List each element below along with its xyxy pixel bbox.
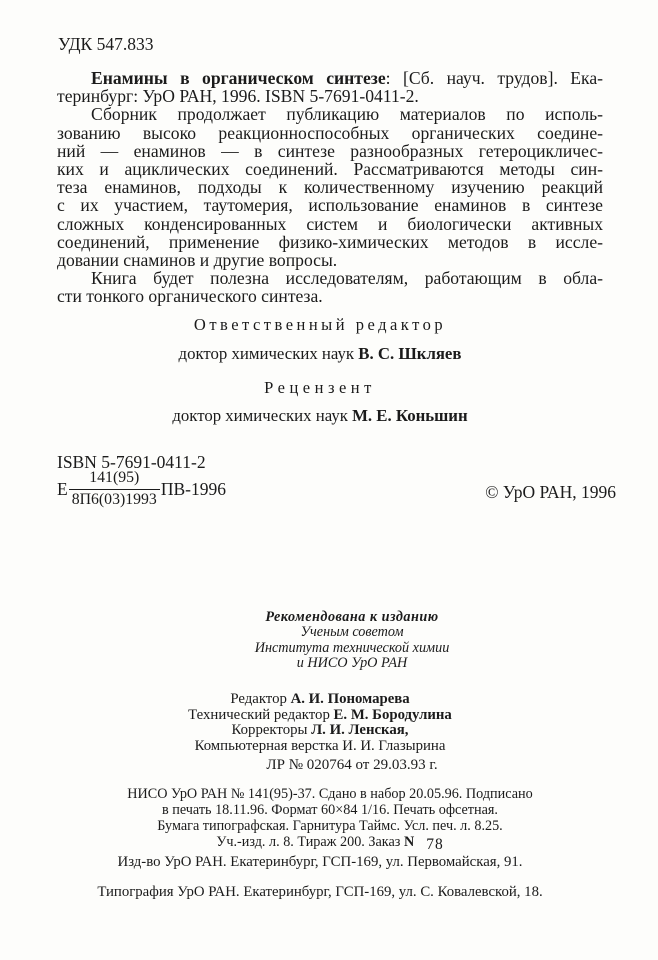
reviewer-name bbox=[30, 406, 610, 426]
staff-line bbox=[30, 692, 610, 708]
imprint-line: в печать 18.11.96. Формат 60×84 1/16. Печать офсетная. bbox=[162, 801, 498, 818]
annotation-line-rest: : [Сб. науч. трудов]. Ека- bbox=[385, 68, 603, 88]
annotation-line: соединений, применение физико-химических методов в иссле- bbox=[57, 231, 603, 252]
classification-code bbox=[57, 469, 226, 510]
annotation-line: Сборник продолжает публикацию материалов по исполь- bbox=[91, 104, 603, 125]
annotation-line: ний — енаминов — в синтезе разнообразных гетероцикличес- bbox=[57, 140, 603, 161]
fraction-numerator: 141(95) bbox=[89, 469, 140, 486]
degree-label: доктор химических наук bbox=[172, 406, 353, 425]
annotation-line: довании снаминов и другие вопросы. bbox=[57, 250, 338, 271]
degree-label: доктор химических наук bbox=[178, 344, 359, 363]
imprint-details bbox=[40, 786, 620, 854]
annotation-line: сти тонкого органического синтеза. bbox=[57, 286, 323, 307]
classification-fraction bbox=[69, 469, 160, 510]
recommendation-line: Института технической химии bbox=[254, 639, 450, 656]
annotation-line: Книга будет полезна исследователям, работающим в обла- bbox=[91, 268, 603, 289]
classification-prefix: Е bbox=[57, 478, 68, 499]
staff-role: Технический редактор bbox=[188, 706, 334, 723]
staff-person: Е. М. Бородулина bbox=[333, 706, 452, 723]
staff-line bbox=[30, 723, 610, 739]
annotation-line: зованию высоко реакционноспособных органических соедине- bbox=[57, 122, 603, 143]
annotation-line: сложных конденсированных систем и биологически активных bbox=[57, 213, 603, 234]
annotation-line: теринбург: УрО РАН, 1996. ISBN 5-7691-0411-2. bbox=[57, 86, 419, 107]
annotation-line: ких и ациклических соединений. Рассматриваются методы син- bbox=[57, 159, 603, 180]
staff-person: Л. И. Ленская, bbox=[311, 722, 409, 739]
license-number: ЛР № 020764 от 29.03.93 г. bbox=[266, 757, 438, 773]
editor-name: В. С. Шкляев bbox=[358, 344, 462, 363]
responsible-editor-name bbox=[30, 344, 610, 364]
responsible-editor-heading: Ответственный редактор bbox=[193, 315, 447, 334]
staff-line: Компьютерная верстка И. И. Глазырина bbox=[194, 737, 446, 754]
copyright-notice: © УрО РАН, 1996 bbox=[485, 482, 616, 502]
recommendation-line: и НИСО УрО РАН bbox=[296, 655, 408, 672]
staff-person: А. И. Пономарева bbox=[290, 691, 410, 707]
printer-address: Типография УрО РАН. Екатеринбург, ГСП-169, ул. С. Ковалевской, 18. bbox=[97, 884, 543, 900]
annotation-line: с их участием, таутомерия, использование енаминов в синтезе bbox=[57, 195, 603, 216]
udc-code: УДК 547.833 bbox=[58, 34, 154, 54]
publisher-address: Изд-во УрО РАН. Екатеринбург, ГСП-169, ул. Первомайская, 91. bbox=[117, 854, 523, 870]
book-title: Енамины в органическом синтезе bbox=[91, 68, 386, 88]
staff-line bbox=[30, 708, 610, 724]
order-number-stamp: 78 bbox=[426, 836, 444, 854]
fraction-denominator: 8П6(03)1993 bbox=[69, 489, 160, 510]
recommendation-line: Ученым советом bbox=[300, 624, 404, 641]
annotation-line: теза енаминов, подходы к количественному изучению реакций bbox=[57, 177, 603, 198]
annotation-line bbox=[57, 69, 603, 87]
annotation-paragraph bbox=[57, 69, 603, 306]
imprint-line: НИСО УрО РАН № 141(95)-37. Сдано в набор 20.05.96. Подписано bbox=[127, 786, 533, 802]
reviewer-heading: Рецензент bbox=[264, 378, 376, 397]
imprint-line bbox=[40, 834, 620, 854]
imprint-line: Бумага типографская. Гарнитура Таймс. Усл. печ. л. 8.25. bbox=[157, 817, 503, 834]
staff-role: Корректоры bbox=[231, 722, 312, 739]
editor-name: М. Е. Коньшин bbox=[352, 406, 468, 425]
classification-suffix: ПВ-1996 bbox=[160, 478, 226, 499]
staff-role: Редактор bbox=[230, 691, 291, 707]
staff-credits bbox=[30, 692, 610, 754]
isbn-number: ISBN 5-7691-0411-2 bbox=[57, 452, 206, 472]
order-number-sign: N bbox=[403, 834, 415, 851]
recommendation-line: Рекомендована к изданию bbox=[265, 609, 439, 625]
recommendation-note bbox=[62, 610, 642, 672]
order-label: Уч.-изд. л. 8. Тираж 200. Заказ bbox=[216, 834, 404, 851]
